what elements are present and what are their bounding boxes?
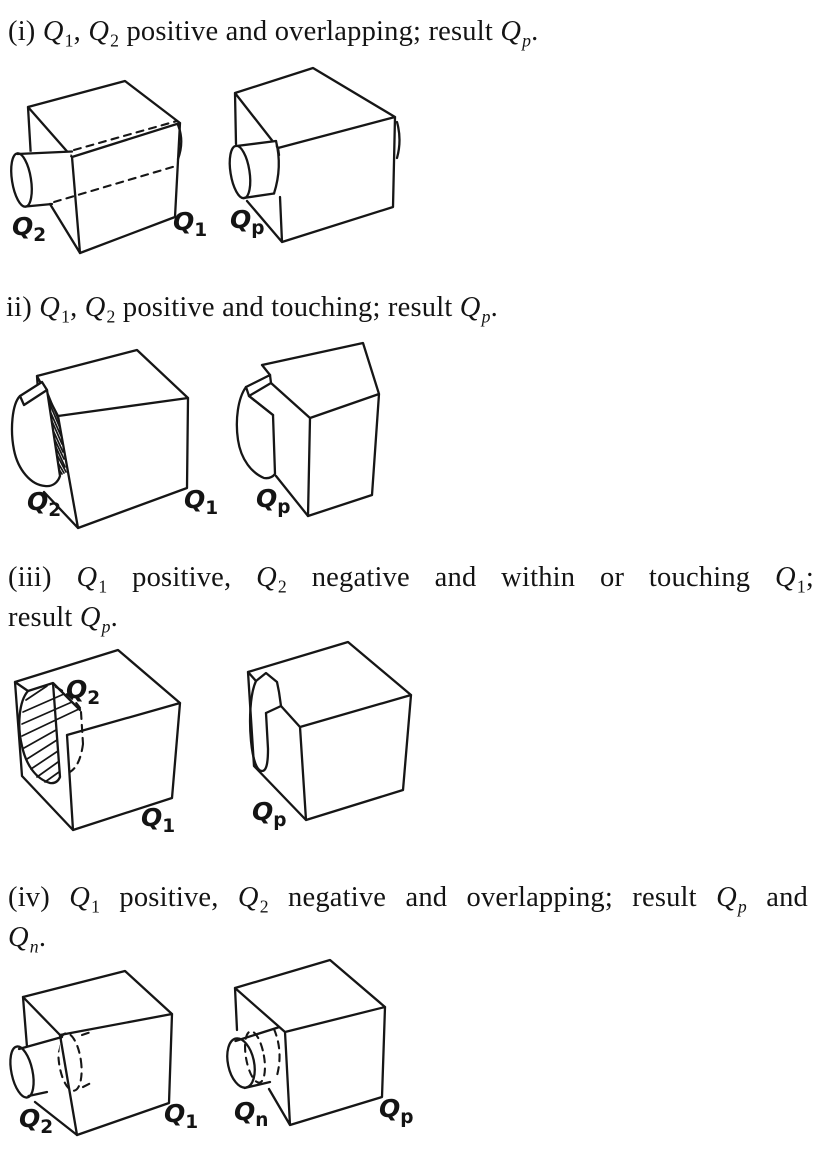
label-qp-fig-ii: $Q_p$	[256, 484, 291, 518]
cylinder-exit-arc	[397, 122, 400, 158]
caption-i: (i) $Q_1$, $Q_2$ positive and overlapping; result $Q_p$.	[8, 16, 539, 51]
label-qp-fig-i: $Q_p$	[230, 205, 265, 239]
label-q2-fig-i: $Q_2$	[12, 212, 47, 246]
u-slot-outline	[250, 681, 268, 771]
cube-front-left-edge	[60, 1035, 77, 1135]
caption-iv-line2: $Q_n$.	[8, 922, 47, 957]
label-q1-fig-i: $Q_1$	[173, 207, 208, 241]
caption-iii-line2: result $Q_p$.	[8, 602, 118, 637]
label-qn-fig-iv: $Q_n$	[234, 1097, 269, 1131]
figure-iii-right-drawing	[248, 642, 411, 820]
label-qp-fig-iii: $Q_p$	[252, 797, 287, 831]
label-q2-fig-iv: $Q_2$	[19, 1104, 54, 1138]
top-notch-edges	[256, 673, 281, 713]
label-q1-fig-iv: $Q_1$	[164, 1099, 199, 1133]
caption-iii-line1: (iii) $Q_1$ positive, $Q_2$ negative and within or touching $Q_1$;	[8, 562, 814, 597]
label-q2-fig-ii: $Q_2$	[27, 487, 62, 521]
label-q1-fig-ii: $Q_1$	[184, 485, 219, 519]
caption-iv-line1: (iv) $Q_1$ positive, $Q_2$ negative and overlapping; result $Q_p$ and	[8, 882, 808, 917]
label-q1-fig-iii: $Q_1$	[141, 803, 176, 837]
caption-ii: ii) $Q_1$, $Q_2$ positive and touching; result $Q_p$.	[6, 292, 498, 327]
label-q2-fig-iii: $Q_2$	[66, 675, 101, 709]
cube-qp	[248, 642, 411, 820]
hidden-cylinder-dashes	[82, 1032, 91, 1087]
label-qp-fig-iv: $Q_p$	[379, 1094, 414, 1128]
